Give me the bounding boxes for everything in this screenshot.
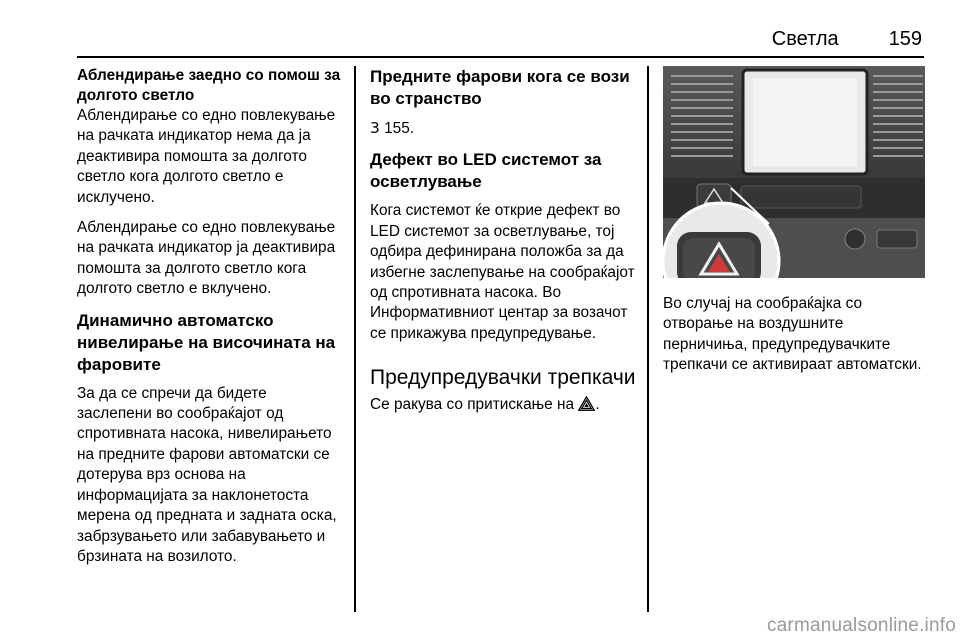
hazard-button-photo — [663, 66, 925, 278]
heading-dip-with-high-beam-assist: Аблендирање заедно со помош за долгото светло — [77, 67, 341, 104]
heading-led-fault: Дефект во LED системот за осветлување — [370, 150, 602, 192]
section-title: Светла — [771, 28, 839, 50]
column-divider-1 — [354, 66, 356, 612]
paragraph-led-fault: Кога системот ќе открие дефект во LED системот за осветлување, тој одбира дефинирана положба за да избегне заслепување на сообраќајот од спротивната насока. Во Информативниот центар за возачот се прикажува предупредување. — [370, 202, 635, 342]
column-1 — [77, 66, 345, 577]
reference-arrow-icon: 3 — [370, 119, 380, 137]
heading-hazard-flashers: Предупредувачки трепкачи — [370, 366, 636, 390]
column-divider-2 — [647, 66, 649, 612]
hazard-triangle-icon — [578, 396, 595, 417]
column-3 — [663, 294, 925, 386]
watermark: carmanualsonline.info — [766, 615, 956, 636]
heading-headlights-abroad: Предните фарови кога се вози во странство — [370, 67, 630, 108]
header-divider — [77, 56, 924, 58]
paragraph-reference — [370, 118, 636, 139]
page-header — [0, 28, 922, 54]
paragraph-dynamic-levelling: За да се спречи да бидете заслепени во сообраќајот од спротивната насока, нивелирањето на предните фарови автоматски се дотерува врз основа на информацијата за наклонетоста мерена од предната и задната оска, забрзувањето или забавувањето и брзината на возилото. — [77, 384, 337, 565]
paragraph-dip-off: Аблендирање со едно повлекување на рачката индикатор нема да ја деактивира помошта за долгото светло кога долгото светло е исклучено. — [77, 107, 336, 206]
page-number: 159 — [888, 28, 922, 50]
heading-dynamic-levelling: Динамично автоматско нивелирање на височината на фаровите — [77, 310, 336, 374]
reference-page-link[interactable]: 155. — [379, 120, 415, 137]
paragraph-dip-on: Аблендирање со едно повлекување на рачката индикатор ја деактивира помошта за долгото светло кога долгото светло е вклучено. — [77, 219, 336, 298]
column-2 — [370, 66, 636, 428]
paragraph-airbag-hazard: Во случај на сообраќајка со отворање на воздушните перничиња, предупредувачките трепкачи се активираат автоматски. — [663, 295, 922, 374]
paragraph-hazard-flashers: Се ракува со притискање на . — [370, 395, 636, 417]
